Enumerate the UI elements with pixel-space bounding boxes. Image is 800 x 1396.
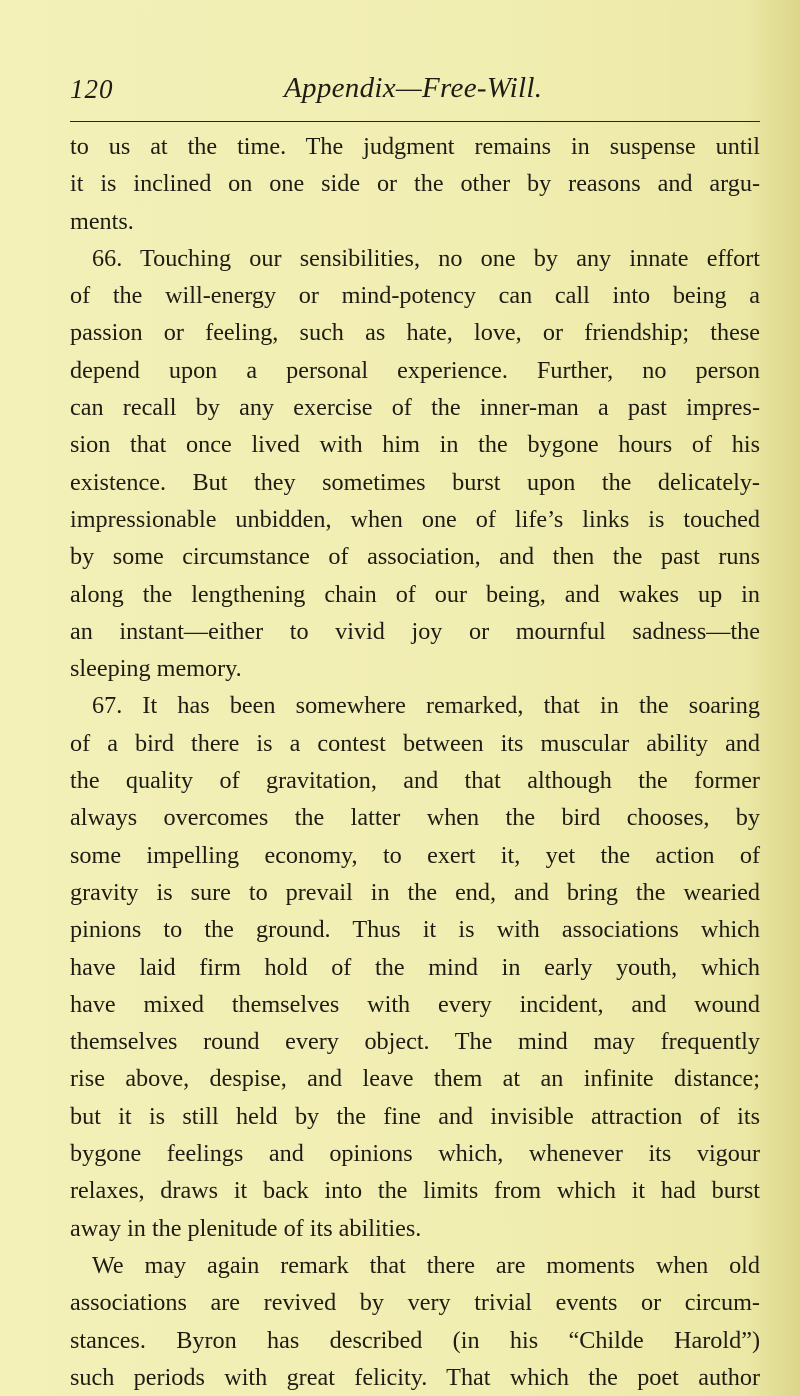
text-line: relaxes, draws it back into the limits from which it had burst bbox=[70, 1177, 760, 1205]
text-line: to us at the time. The judgment remains in suspense until bbox=[70, 133, 760, 160]
text-line: sion that once lived with him in the bygone hours of his bbox=[70, 431, 760, 459]
text-line: impressionable unbidden, when one of life’s links is touched bbox=[70, 505, 760, 533]
text-line: sleeping memory. bbox=[70, 655, 242, 683]
text-line: associations are revived by very trivial events or circum- bbox=[70, 1289, 760, 1317]
text-line: have mixed themselves with every incident, and wound bbox=[70, 990, 760, 1018]
text-line: 66. Touching our sensibilities, no one by any innate effort bbox=[92, 244, 760, 272]
text-line: rise above, despise, and leave them at an infinite distance; bbox=[70, 1065, 760, 1093]
text-line: 67. It has been somewhere remarked, that in the soaring bbox=[92, 692, 760, 720]
text-line: of a bird there is a contest between its muscular ability and bbox=[70, 729, 760, 757]
text-line: stances. Byron has described (in his “Childe Harold”) bbox=[70, 1326, 760, 1354]
text-line: themselves round every object. The mind may frequently bbox=[70, 1028, 760, 1056]
text-line: some impelling economy, to exert it, yet the action of bbox=[70, 841, 760, 869]
text-line: the quality of gravitation, and that although the former bbox=[70, 767, 760, 795]
text-line: it is inclined on one side or the other by reasons and argu- bbox=[70, 170, 760, 198]
running-head: Appendix—Free-Will. bbox=[284, 72, 543, 104]
text-line: ments. bbox=[70, 207, 134, 235]
text-line: such periods with great felicity. That which the poet author bbox=[70, 1363, 760, 1391]
text-line: existence. But they sometimes burst upon the delicately- bbox=[70, 468, 760, 496]
text-line: but it is still held by the fine and invisible attraction of its bbox=[70, 1102, 760, 1130]
text-line: gravity is sure to prevail in the end, and bring the wearied bbox=[70, 878, 760, 906]
text-line: can recall by any exercise of the inner-man a past impres- bbox=[70, 394, 760, 422]
text-line: pinions to the ground. Thus it is with associations which bbox=[70, 916, 760, 944]
text-line: along the lengthening chain of our being, and wakes up in bbox=[70, 580, 760, 608]
text-line: an instant—either to vivid joy or mournful sadness—the bbox=[70, 617, 760, 645]
page-header bbox=[70, 58, 760, 118]
body-text bbox=[70, 128, 760, 1396]
text-line: away in the plenitude of its abilities. bbox=[70, 1214, 422, 1242]
text-line: We may again remark that there are moments when old bbox=[92, 1251, 760, 1279]
text-line: passion or feeling, such as hate, love, or friendship; these bbox=[70, 319, 760, 347]
text-line: by some circumstance of association, and then the past runs bbox=[70, 543, 760, 571]
text-line: always overcomes the latter when the bird chooses, by bbox=[70, 804, 760, 832]
header-rule bbox=[70, 121, 760, 122]
text-line: have laid firm hold of the mind in early youth, which bbox=[70, 953, 760, 981]
text-line: bygone feelings and opinions which, whenever its vigour bbox=[70, 1140, 760, 1168]
page-number: 120 bbox=[70, 74, 114, 104]
text-line: depend upon a personal experience. Further, no person bbox=[70, 356, 760, 384]
text-line: of the will-energy or mind-potency can call into being a bbox=[70, 282, 760, 310]
